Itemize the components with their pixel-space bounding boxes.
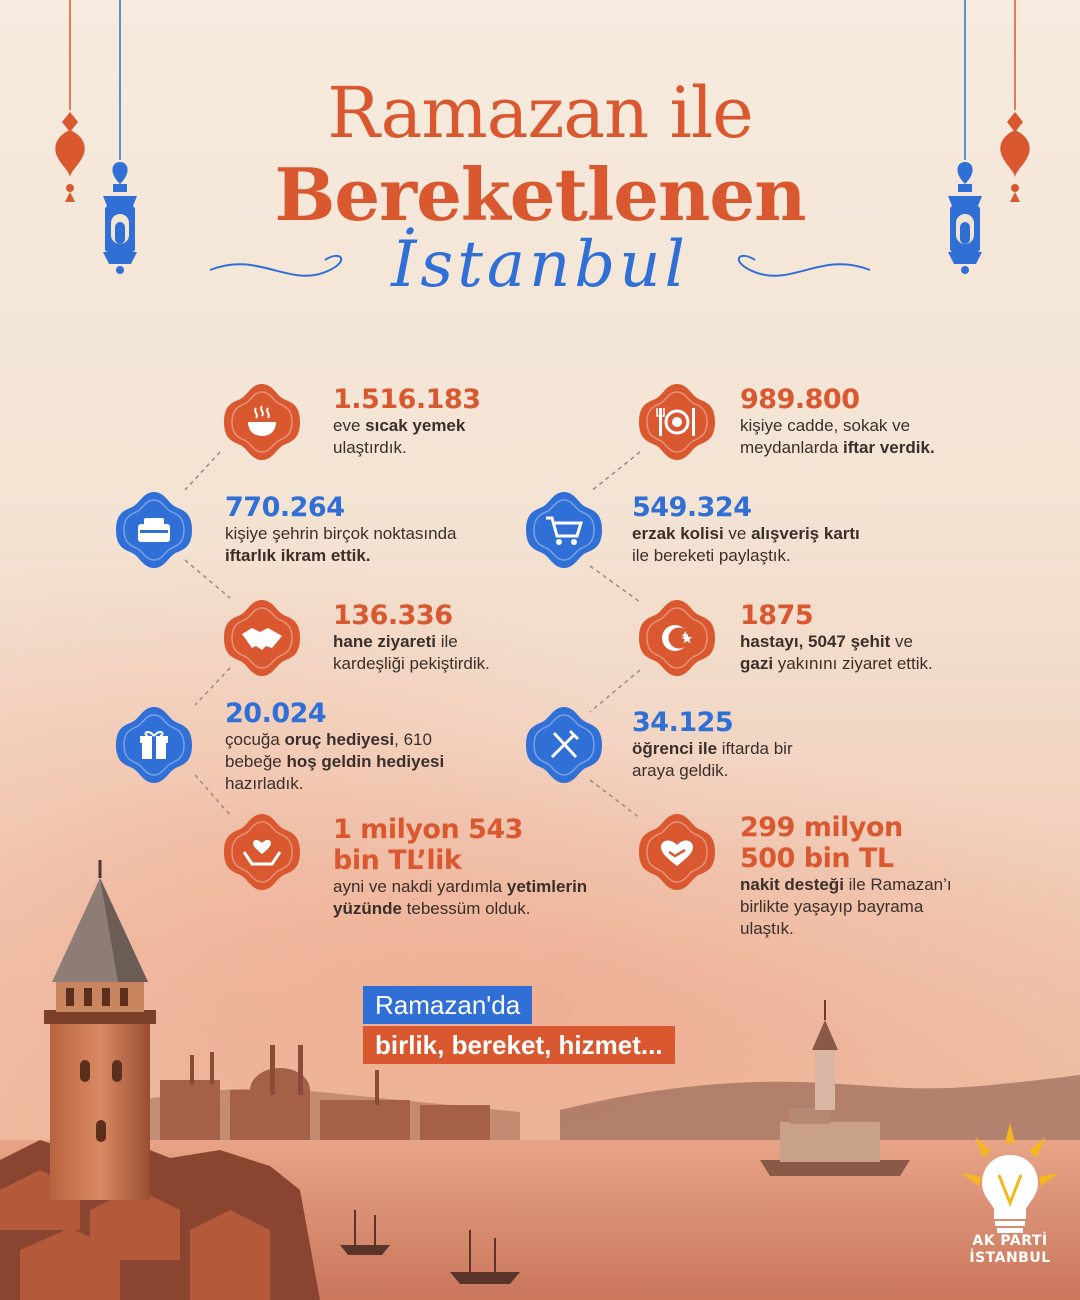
stat-description-line: [333, 653, 490, 675]
stat-description-text: kişiye cadde, sokak ve: [740, 416, 911, 435]
stat-description-text: araya geldik.: [632, 761, 729, 780]
stat-badge: [220, 380, 304, 464]
stat-description-bold: hane ziyareti: [333, 632, 436, 651]
stat-description-bold: erzak kolisi: [632, 524, 724, 543]
stat-badge: [522, 488, 606, 572]
stat-description-text: birlikte yaşayıp bayrama: [740, 897, 924, 916]
slogan-line-2: birlik, bereket, hizmet...: [363, 1026, 675, 1064]
logo-text-istanbul: İSTANBUL: [969, 1250, 1051, 1266]
stat-text: [333, 384, 481, 459]
stat-description-bold: nakit desteği: [740, 875, 844, 894]
stat-description-bold: iftarlık ikram ettik.: [225, 546, 371, 565]
stat-description-text: kişiye şehrin birçok noktasında: [225, 524, 457, 543]
stat-description-line: [632, 545, 860, 567]
logo-text-ak-parti: AK PARTİ: [972, 1233, 1048, 1249]
stat-text: [225, 698, 444, 795]
stat-description-text: ve: [890, 632, 913, 651]
stat-text: [225, 492, 457, 567]
stat-description-line: [740, 437, 935, 459]
stat-number: 989.800: [740, 384, 860, 415]
gift-icon: [112, 703, 196, 787]
stat-text: [333, 600, 490, 675]
slogan-line-1: Ramazan'da: [363, 986, 532, 1024]
stat-description-text: eve: [333, 416, 366, 435]
stat-number: 299 milyon: [740, 812, 903, 843]
stat-description-line: [632, 738, 793, 760]
stat-description-line: [740, 631, 933, 653]
stat-badge: [220, 596, 304, 680]
stat-number: 1875: [740, 600, 814, 631]
stat-description-bold: alışveriş kartı: [751, 524, 860, 543]
stat-description-line: [632, 523, 860, 545]
stat-description-text: yakınını ziyaret ettik.: [773, 654, 933, 673]
stat-description-bold: yetimlerin: [506, 877, 588, 896]
stat-number: 136.336: [333, 600, 453, 631]
stat-number: 500 bin TL: [740, 843, 894, 874]
handshake-icon: [220, 596, 304, 680]
title-line-2: Bereketlenen: [274, 152, 806, 237]
stat-badge: [522, 703, 606, 787]
stat-badge: [112, 703, 196, 787]
stat-number: 770.264: [225, 492, 345, 523]
stat-description-bold: yüzünde: [333, 899, 402, 918]
stat-description-line: [225, 523, 457, 545]
stat-description-line: [225, 729, 444, 751]
stat-description-text: tebessüm olduk.: [401, 899, 531, 918]
stat-description-line: [225, 751, 444, 773]
title-line-1: Ramazan ile: [327, 72, 753, 154]
stat-description-line: [225, 773, 444, 795]
stat-number: 549.324: [632, 492, 752, 523]
stat-description-bold: iftar verdik.: [843, 438, 935, 457]
stat-description-bold: sıcak yemek: [365, 416, 466, 435]
stat-badge: [112, 488, 196, 572]
stat-description-line: [740, 653, 933, 675]
food-box-icon: [112, 488, 196, 572]
stat-description-text: ile bereketi paylaştık.: [632, 546, 791, 565]
crescent-star-icon: [635, 596, 719, 680]
stat-description-text: ve: [723, 524, 752, 543]
stat-description-text: , 610: [394, 730, 432, 749]
soup-bowl-icon: [220, 380, 304, 464]
stat-text: [740, 384, 935, 459]
stat-description-line: [740, 415, 935, 437]
stat-text: [632, 492, 860, 567]
shopping-cart-icon: [522, 488, 606, 572]
plate-cutlery-icon: [635, 380, 719, 464]
stat-description-text: ayni ve nakdi yardımla: [333, 877, 507, 896]
stat-badge: [635, 380, 719, 464]
stat-description-bold: hastayı, 5047 şehit: [740, 632, 891, 651]
stat-badge: [635, 596, 719, 680]
stat-description-line: [632, 760, 793, 782]
stat-description-text: ile: [436, 632, 458, 651]
stat-number: 20.024: [225, 698, 327, 729]
stat-number: 1 milyon 543: [333, 814, 523, 845]
stat-description-text: ulaştık.: [740, 919, 794, 938]
stat-description-line: [333, 631, 490, 653]
stat-number: 34.125: [632, 707, 734, 738]
stat-description-text: çocuğa: [225, 730, 285, 749]
stat-description-bold: oruç hediyesi: [284, 730, 395, 749]
stat-number: bin TL’lik: [333, 845, 462, 876]
stat-description-bold: gazi: [740, 654, 774, 673]
stat-description-text: iftarda bir: [717, 739, 793, 758]
stat-text: [740, 600, 933, 675]
stat-description-text: hazırladık.: [225, 774, 304, 793]
stat-text: [632, 707, 793, 782]
title-line-3: İstanbul: [391, 228, 689, 302]
stat-description-text: ulaştırdık.: [333, 438, 407, 457]
stat-number: 1.516.183: [333, 384, 481, 415]
stat-description-text: meydanlarda: [740, 438, 844, 457]
stat-description-text: bebeğe: [225, 752, 287, 771]
stat-description-bold: öğrenci ile: [632, 739, 718, 758]
stat-description-bold: hoş geldin hediyesi: [286, 752, 445, 771]
stat-description-line: [333, 415, 481, 437]
stat-description-text: kardeşliği pekiştirdik.: [333, 654, 490, 673]
stat-description-text: ile Ramazan’ı: [843, 875, 952, 894]
fork-knife-icon: [522, 703, 606, 787]
stat-description-line: [225, 545, 457, 567]
stat-description-line: [333, 437, 481, 459]
istanbul-cityscape-illustration: [0, 860, 1080, 1300]
